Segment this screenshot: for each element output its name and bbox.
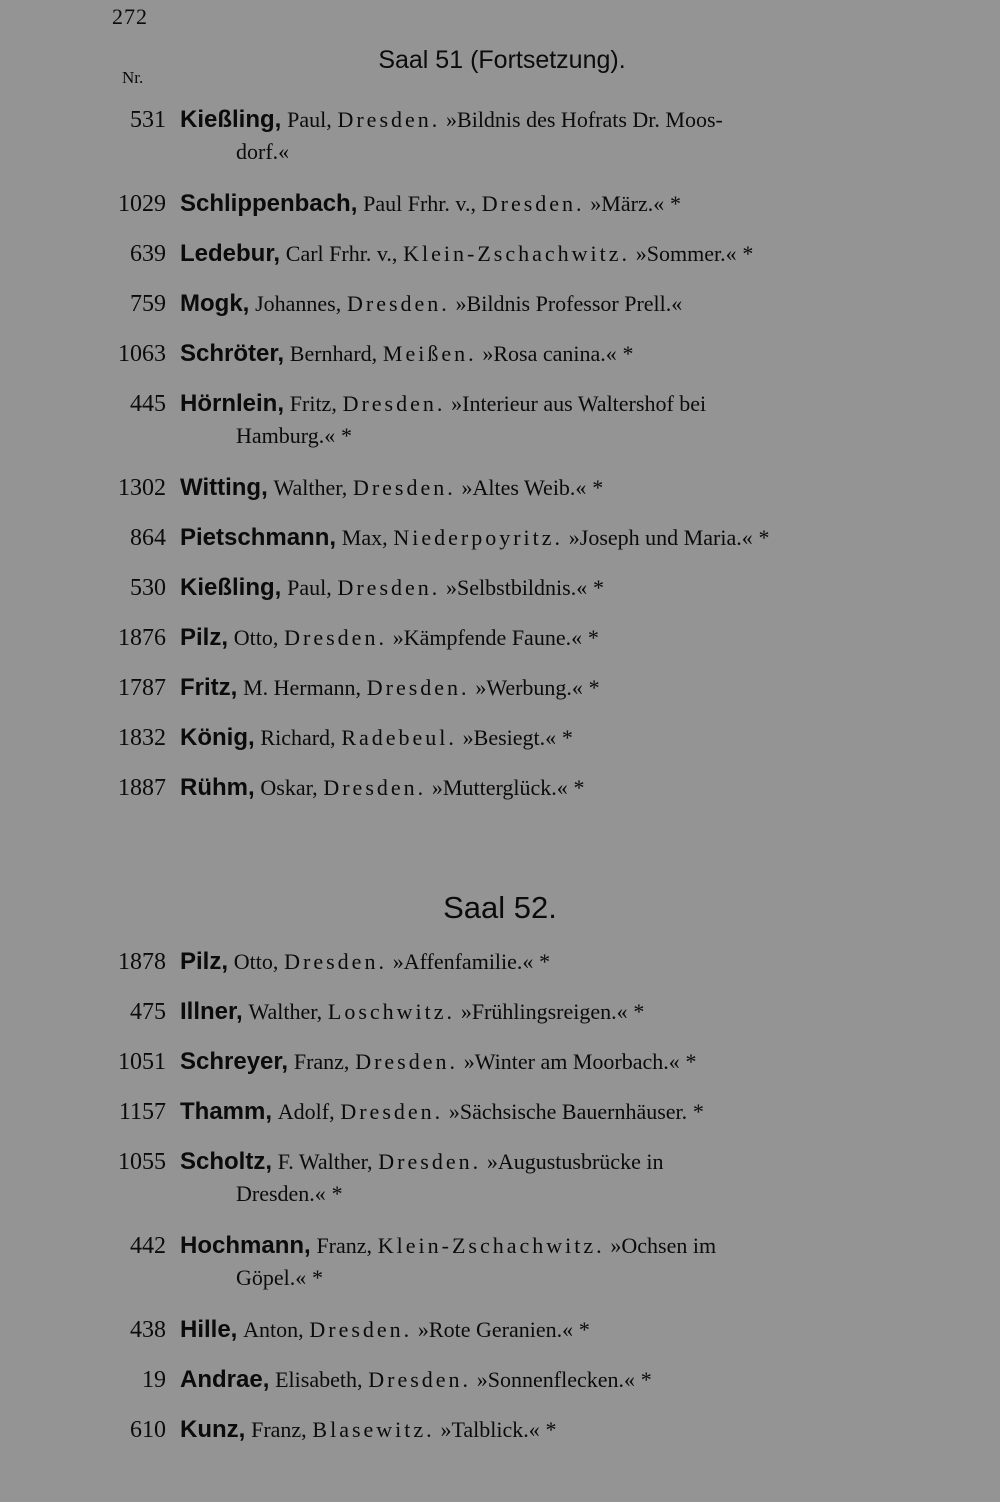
artwork-title: »Kämpfende Faune.« <box>392 625 583 650</box>
artwork-title: »März.« <box>590 191 665 216</box>
catalog-entry <box>100 672 890 704</box>
entry-number: 19 <box>142 1367 166 1393</box>
artwork-title-continued: Hamburg.« <box>236 423 336 448</box>
artwork-title: »Selbstbildnis.« <box>446 575 588 600</box>
entry-text <box>180 1417 556 1442</box>
entry-text <box>180 107 723 132</box>
artwork-title: »Augustusbrücke in <box>486 1149 664 1174</box>
artist-surname: Thamm, <box>180 1098 273 1125</box>
catalog-entry <box>100 572 890 604</box>
entry-number: 639 <box>130 241 166 267</box>
entry-asterisk: * <box>545 1417 557 1442</box>
artist-given-name: Richard, <box>260 725 336 750</box>
entry-number: 610 <box>130 1417 166 1443</box>
entry-asterisk: * <box>592 575 604 600</box>
entry-asterisk: * <box>578 1317 590 1342</box>
catalog-entry <box>100 1096 890 1128</box>
artist-city: Dresden. <box>284 949 387 974</box>
number-column-label: Nr. <box>122 68 144 87</box>
entry-text <box>180 191 681 216</box>
artist-surname: Schlippenbach, <box>180 190 358 217</box>
artist-surname: Andrae, <box>180 1366 270 1393</box>
artwork-title: »Joseph und Maria.« <box>568 525 753 550</box>
entry-asterisk: * <box>340 423 352 448</box>
artist-surname: Ledebur, <box>180 240 281 267</box>
entry-text <box>180 241 753 266</box>
entry-asterisk: * <box>633 999 645 1024</box>
artist-given-name: Otto, <box>233 949 279 974</box>
entry-text <box>180 391 706 416</box>
artist-city: Dresden. <box>342 391 446 416</box>
artist-city: Radebeul. <box>341 725 457 750</box>
entry-text <box>180 1233 716 1258</box>
artist-surname: Hochmann, <box>180 1232 311 1259</box>
entry-number: 442 <box>130 1233 166 1259</box>
artwork-title-continued: Dresden.« <box>236 1181 326 1206</box>
entry-number: 475 <box>130 999 166 1025</box>
entry-text <box>180 725 573 750</box>
section-heading-saal-52: Saal 52. <box>443 890 557 925</box>
entry-number: 1878 <box>118 949 166 975</box>
entry-asterisk: * <box>742 241 754 266</box>
artist-given-name: Bernhard, <box>289 341 378 366</box>
artist-given-name: F. Walther, <box>277 1149 373 1174</box>
entry-asterisk: * <box>312 1265 324 1290</box>
artist-city: Dresden. <box>481 191 585 216</box>
artist-surname: Schröter, <box>180 340 285 367</box>
artwork-title: »Frühlingsreigen.« <box>460 999 628 1024</box>
artist-surname: König, <box>180 724 255 751</box>
entry-number: 1832 <box>118 725 166 751</box>
artwork-title: »Sächsische Bauernhäuser. <box>448 1099 688 1124</box>
artist-surname: Witting, <box>180 474 268 501</box>
entry-number: 864 <box>130 525 166 551</box>
entry-number: 1055 <box>118 1149 166 1175</box>
artist-city: Klein-Zschachwitz. <box>377 1233 605 1258</box>
artist-city: Dresden. <box>340 1099 444 1124</box>
artist-surname: Kießling, <box>180 574 282 601</box>
artist-city: Blasewitz. <box>312 1417 435 1442</box>
artist-given-name: Otto, <box>233 625 279 650</box>
entry-asterisk: * <box>573 775 585 800</box>
entry-text <box>180 575 604 600</box>
artwork-title: »Sonnenflecken.« <box>476 1367 636 1392</box>
entry-number: 531 <box>130 107 166 133</box>
entry-asterisk: * <box>331 1181 343 1206</box>
catalog-entry <box>100 104 890 168</box>
entry-list-saal-51 <box>100 104 890 822</box>
entry-number: 1787 <box>118 675 166 701</box>
catalog-entry <box>100 722 890 754</box>
entry-text <box>180 1049 697 1074</box>
entry-text <box>180 949 550 974</box>
entry-asterisk: * <box>758 525 770 550</box>
entry-text <box>180 775 585 800</box>
artist-surname: Hille, <box>180 1316 238 1343</box>
catalog-entry <box>100 1414 890 1446</box>
entry-text <box>180 1317 590 1342</box>
entry-list-saal-52 <box>100 946 890 1464</box>
artwork-title: »Rosa canina.« <box>482 341 617 366</box>
entry-text <box>180 1367 652 1392</box>
entry-text <box>180 341 634 366</box>
artwork-title: »Affenfamilie.« <box>392 949 534 974</box>
artist-city: Klein-Zschachwitz. <box>403 241 631 266</box>
artist-given-name: Walther, <box>273 475 348 500</box>
entry-asterisk: * <box>685 1049 697 1074</box>
catalog-entry <box>100 1314 890 1346</box>
artist-given-name: Fritz, <box>289 391 337 416</box>
entry-number: 1157 <box>118 1099 166 1125</box>
artwork-title: »Talblick.« <box>440 1417 540 1442</box>
artwork-title: »Bildnis Professor Prell.« <box>455 291 683 316</box>
artist-surname: Kießling, <box>180 106 282 133</box>
catalog-entry <box>100 622 890 654</box>
entry-text <box>180 475 603 500</box>
catalog-entry <box>100 1364 890 1396</box>
entry-asterisk: * <box>640 1367 652 1392</box>
artwork-title: »Bildnis des Hofrats Dr. Moos- <box>446 107 723 132</box>
artwork-title: »Sommer.« <box>635 241 737 266</box>
artist-city: Dresden. <box>284 625 387 650</box>
entry-continuation <box>180 420 890 452</box>
section-heading-saal-51: Saal 51 (Fortsetzung). <box>378 46 626 74</box>
artist-given-name: Adolf, <box>277 1099 335 1124</box>
entry-number: 1887 <box>118 775 166 801</box>
artwork-title-continued: Göpel.« <box>236 1265 307 1290</box>
artwork-title: »Interieur aus Waltershof bei <box>451 391 707 416</box>
catalog-entry <box>100 1046 890 1078</box>
catalog-entry <box>100 996 890 1028</box>
artist-given-name: Paul Frhr. v., <box>363 191 476 216</box>
artist-city: Dresden. <box>366 675 470 700</box>
catalog-entry <box>100 388 890 452</box>
artwork-title: »Ochsen im <box>610 1233 717 1258</box>
entry-text <box>180 675 600 700</box>
entry-text <box>180 1149 663 1174</box>
artist-given-name: Paul, <box>287 575 332 600</box>
artist-city: Dresden. <box>368 1367 472 1392</box>
artwork-title: »Mutterglück.« <box>431 775 568 800</box>
artwork-title: »Werbung.« <box>475 675 583 700</box>
artist-surname: Kunz, <box>180 1416 246 1443</box>
catalog-entry <box>100 1230 890 1294</box>
artist-surname: Schreyer, <box>180 1048 289 1075</box>
entry-number: 1063 <box>118 341 166 367</box>
artist-given-name: Franz, <box>251 1417 307 1442</box>
entry-continuation <box>180 136 890 168</box>
catalog-entry <box>100 1146 890 1210</box>
entry-number: 1876 <box>118 625 166 651</box>
artist-surname: Illner, <box>180 998 243 1025</box>
artist-surname: Scholtz, <box>180 1148 273 1175</box>
artist-city: Dresden. <box>352 475 456 500</box>
entry-asterisk: * <box>622 341 634 366</box>
artwork-title: »Besiegt.« <box>462 725 557 750</box>
catalog-entry <box>100 238 890 270</box>
entry-text <box>180 625 599 650</box>
entry-asterisk: * <box>669 191 681 216</box>
entry-text <box>180 999 644 1024</box>
artwork-title: »Altes Weib.« <box>461 475 587 500</box>
entry-asterisk: * <box>692 1099 704 1124</box>
artist-city: Dresden. <box>346 291 450 316</box>
artist-given-name: Franz, <box>293 1049 350 1074</box>
page-number: 272 <box>112 4 148 29</box>
artist-city: Meißen. <box>382 341 477 366</box>
artist-city: Dresden. <box>323 775 427 800</box>
artist-surname: Hörnlein, <box>180 390 285 417</box>
artist-surname: Pilz, <box>180 624 229 651</box>
artist-surname: Fritz, <box>180 674 238 701</box>
catalog-entry <box>100 288 890 320</box>
entry-asterisk: * <box>539 949 551 974</box>
entry-continuation <box>180 1262 890 1294</box>
entry-text <box>180 1099 704 1124</box>
entry-number: 1302 <box>118 475 166 501</box>
entry-number: 759 <box>130 291 166 317</box>
artwork-title: »Rote Geranien.« <box>417 1317 574 1342</box>
entry-continuation <box>180 1178 890 1210</box>
catalog-entry <box>100 946 890 978</box>
artist-city: Dresden. <box>337 107 441 132</box>
artist-city: Dresden. <box>309 1317 413 1342</box>
artist-given-name: M. Hermann, <box>243 675 361 700</box>
artist-given-name: Johannes, <box>255 291 342 316</box>
catalog-entry <box>100 472 890 504</box>
artwork-title: »Winter am Moorbach.« <box>463 1049 680 1074</box>
artist-city: Niederpoyritz. <box>393 525 564 550</box>
artist-surname: Pilz, <box>180 948 229 975</box>
entry-asterisk: * <box>587 625 599 650</box>
artwork-title-continued: dorf.« <box>236 139 290 164</box>
entry-asterisk: * <box>592 475 604 500</box>
artist-city: Loschwitz. <box>327 999 456 1024</box>
entry-number: 1051 <box>118 1049 166 1075</box>
artist-city: Dresden. <box>378 1149 482 1174</box>
catalog-entry <box>100 522 890 554</box>
artist-given-name: Oskar, <box>260 775 318 800</box>
artist-given-name: Franz, <box>316 1233 373 1258</box>
artist-city: Dresden. <box>355 1049 458 1074</box>
entry-number: 530 <box>130 575 166 601</box>
entry-text <box>180 291 682 316</box>
catalog-entry <box>100 338 890 370</box>
entry-number: 445 <box>130 391 166 417</box>
artist-given-name: Carl Frhr. v., <box>285 241 398 266</box>
entry-number: 1029 <box>118 191 166 217</box>
entry-number: 438 <box>130 1317 166 1343</box>
artist-city: Dresden. <box>337 575 441 600</box>
artist-given-name: Paul, <box>287 107 332 132</box>
artist-surname: Rühm, <box>180 774 255 801</box>
catalog-entry <box>100 188 890 220</box>
artist-given-name: Max, <box>341 525 388 550</box>
catalog-entry <box>100 772 890 804</box>
artist-given-name: Walther, <box>248 999 323 1024</box>
entry-text <box>180 525 769 550</box>
entry-asterisk: * <box>561 725 573 750</box>
entry-asterisk: * <box>588 675 600 700</box>
artist-given-name: Elisabeth, <box>275 1367 363 1392</box>
artist-surname: Mogk, <box>180 290 250 317</box>
artist-given-name: Anton, <box>243 1317 304 1342</box>
artist-surname: Pietschmann, <box>180 524 337 551</box>
